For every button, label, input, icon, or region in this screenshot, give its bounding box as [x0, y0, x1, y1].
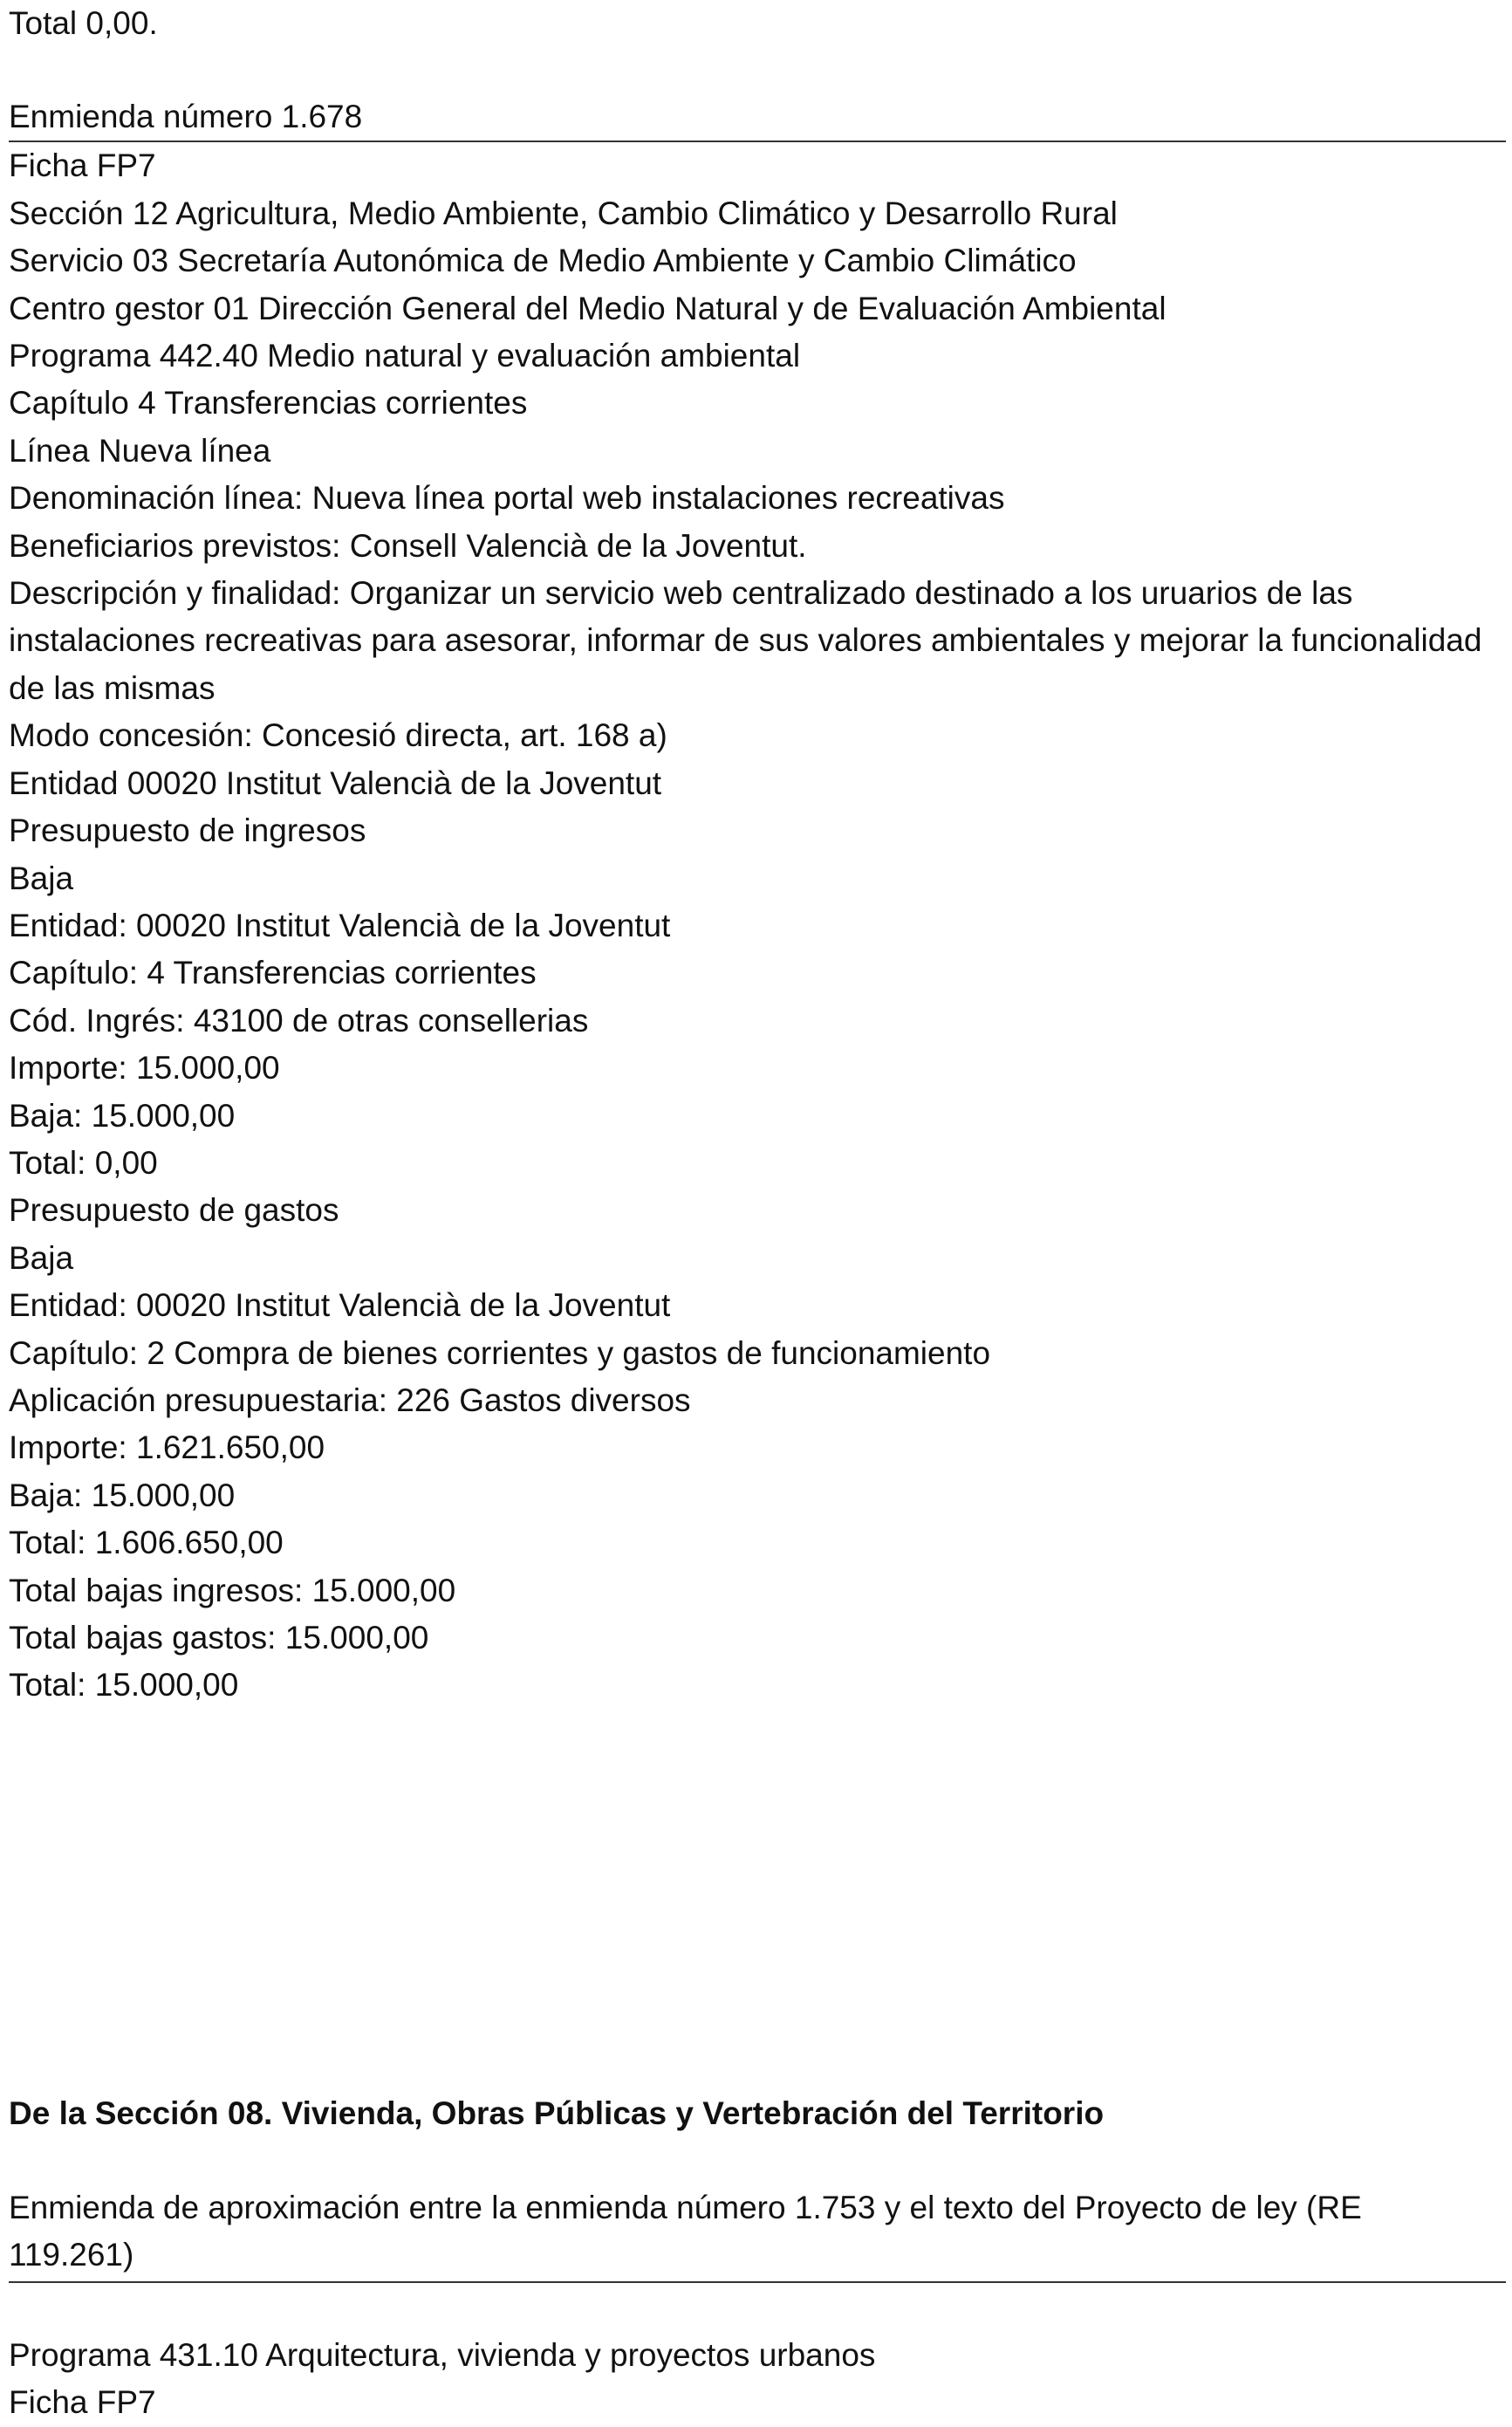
amendment-line-beneficiarios: Beneficiarios previstos: Consell Valencià de la Joventut.: [9, 527, 807, 564]
amendment-line-centro-gestor: Centro gestor 01 Dirección General del Medio Natural y de Evaluación Ambiental: [9, 290, 1166, 326]
section-line-programa: Programa 431.10 Arquitectura, vivienda y proyectos urbanos: [9, 2337, 876, 2373]
approximation-divider: [9, 2281, 1506, 2283]
income-line-importe: Importe: 15.000,00: [9, 1050, 280, 1087]
section-line-ficha: Ficha FP7: [9, 2384, 156, 2421]
income-line-baja: Baja: [9, 860, 74, 896]
income-line-capitulo: Capítulo: 4 Transferencias corrientes: [9, 955, 537, 991]
income-heading: Presupuesto de ingresos: [9, 812, 366, 849]
expenses-line-importe: Importe: 1.621.650,00: [9, 1429, 325, 1466]
total-bajas-ingresos: Total bajas ingresos: 15.000,00: [9, 1572, 456, 1608]
expenses-line-aplicacion: Aplicación presupuestaria: 226 Gastos diversos: [9, 1381, 691, 1418]
total-overall: Total: 15.000,00: [9, 1667, 239, 1704]
amendment-line-denominacion: Denominación línea: Nueva línea portal web instalaciones recreativas: [9, 480, 1005, 517]
amendment-title: Enmienda número 1.678: [9, 99, 363, 134]
income-line-entidad: Entidad: 00020 Institut Valencià de la Joventut: [9, 907, 671, 943]
top-total-text: Total 0,00.: [9, 5, 158, 41]
amendment-line-seccion: Sección 12 Agricultura, Medio Ambiente, Cambio Climático y Desarrollo Rural: [9, 195, 1118, 231]
income-line-baja-amount: Baja: 15.000,00: [9, 1097, 236, 1134]
amendment-line-capitulo: Capítulo 4 Transferencias corrientes: [9, 385, 528, 422]
section-heading: De la Sección 08. Vivienda, Obras Públicas y Vertebración del Territorio: [9, 2095, 1105, 2131]
amendment-description: Descripción y finalidad: Organizar un servicio web centralizado destinado a los uruarios de las instalaciones recreativas para asesorar, informar de sus valores ambientales y mejorar la funcionalidad de las mismas: [9, 575, 1482, 706]
amendment-line-modo-concesion: Modo concesión: Concesió directa, art. 168 a): [9, 717, 667, 754]
approximation-amendment-block: [9, 2184, 1506, 2283]
expenses-heading: Presupuesto de gastos: [9, 1192, 339, 1229]
approximation-amendment-title: Enmienda de aproximación entre la enmienda número 1.753 y el texto del Proyecto de ley (RE 119.261): [9, 2190, 1362, 2273]
expenses-line-baja: Baja: [9, 1239, 74, 1276]
total-bajas-gastos: Total bajas gastos: 15.000,00: [9, 1620, 429, 1656]
income-line-codigo: Cód. Ingrés: 43100 de otras consellerias: [9, 1002, 589, 1039]
section-detail-lines: [9, 2332, 875, 2427]
amendment-block: [9, 93, 1506, 1710]
expenses-line-entidad: Entidad: 00020 Institut Valencià de la Joventut: [9, 1287, 671, 1324]
amendment-line-servicio: Servicio 03 Secretaría Autonómica de Medio Ambiente y Cambio Climático: [9, 243, 1077, 279]
expenses-budget: [9, 1187, 1506, 1567]
expenses-line-capitulo: Capítulo: 2 Compra de bienes corrientes y gastos de funcionamiento: [9, 1334, 991, 1371]
amendment-header-lines: [9, 142, 1506, 570]
income-budget: [9, 807, 1506, 1187]
amendment-line-programa: Programa 442.40 Medio natural y evaluación ambiental: [9, 338, 801, 374]
amendment-line-entidad: Entidad 00020 Institut Valencià de la Joventut: [9, 764, 662, 801]
income-line-total: Total: 0,00: [9, 1144, 158, 1181]
amendment-line-ficha: Ficha FP7: [9, 147, 156, 184]
amendment-totals: [9, 1567, 1506, 1710]
amendment-line-linea: Línea Nueva línea: [9, 432, 271, 469]
section-block: [9, 2090, 1104, 2137]
expenses-line-total: Total: 1.606.650,00: [9, 1525, 284, 1561]
expenses-line-baja-amount: Baja: 15.000,00: [9, 1477, 236, 1513]
